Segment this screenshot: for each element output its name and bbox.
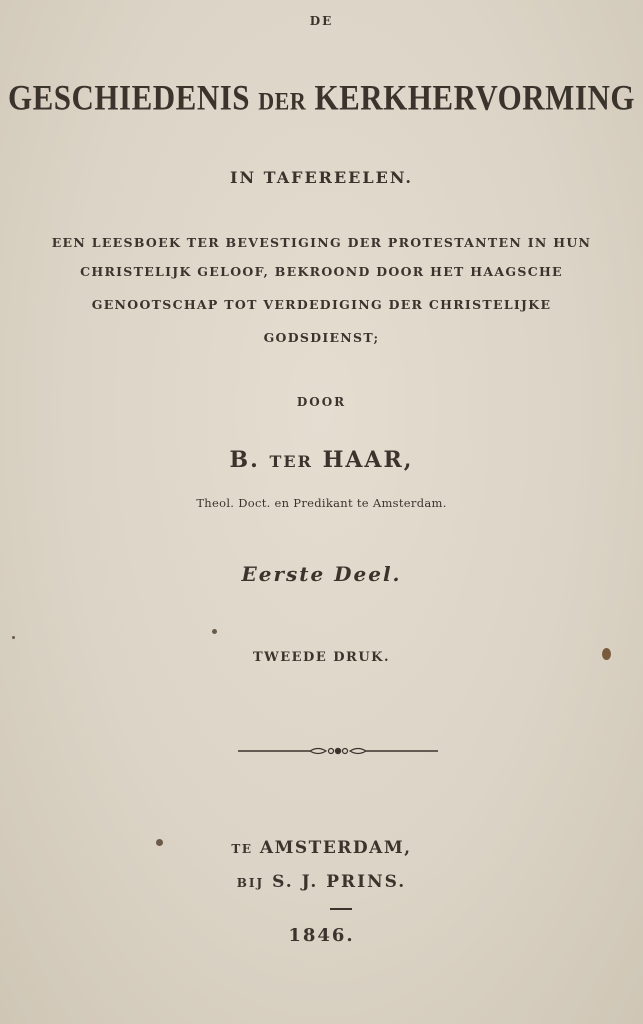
publisher-prefix: BIJ xyxy=(236,876,265,890)
paper-speck xyxy=(12,636,15,639)
volume-label: Eerste Deel. xyxy=(241,562,402,586)
publication-year: 1846. xyxy=(288,925,355,946)
title-word-geschiedenis: GESCHIEDENIS xyxy=(8,77,251,118)
paper-speck xyxy=(602,648,611,660)
publisher-line xyxy=(0,872,643,892)
author-role: Theol. Doct. en Predikant te Amsterdam. xyxy=(196,496,447,510)
edition-label: TWEEDE DRUK. xyxy=(252,650,391,665)
title-word-der: DER xyxy=(258,86,307,116)
author-name xyxy=(0,447,643,473)
description-line-2: CHRISTELIJK GELOOF, BEKROOND DOOR HET HAAGSCHE xyxy=(80,264,563,279)
place-prefix: TE xyxy=(231,842,253,856)
title-article: DE xyxy=(309,14,334,28)
publisher-name: S. J. PRINS. xyxy=(272,872,407,892)
description-line-1: EEN LEESBOEK TER BEVESTIGING DER PROTESTANTEN IN HUN xyxy=(51,235,592,250)
subtitle: IN TAFEREELEN. xyxy=(230,168,413,187)
description-line-4: GODSDIENST; xyxy=(263,330,380,345)
ornament-rule-icon xyxy=(238,743,438,759)
paper-speck xyxy=(212,629,217,634)
place-name: AMSTERDAM, xyxy=(259,838,412,858)
author-surname: HAAR, xyxy=(322,447,414,473)
paper-speck xyxy=(156,839,163,846)
main-title xyxy=(0,77,643,118)
author-initial: B. xyxy=(229,447,260,473)
separator-dash xyxy=(330,908,352,910)
description-line-3: GENOOTSCHAP TOT VERDEDIGING DER CHRISTELIJKE xyxy=(91,297,552,312)
title-word-kerkhervorming: KERKHERVORMING xyxy=(314,77,635,118)
place-line xyxy=(0,838,643,858)
author-particle: TER xyxy=(269,452,313,471)
by-label: DOOR xyxy=(296,395,347,409)
